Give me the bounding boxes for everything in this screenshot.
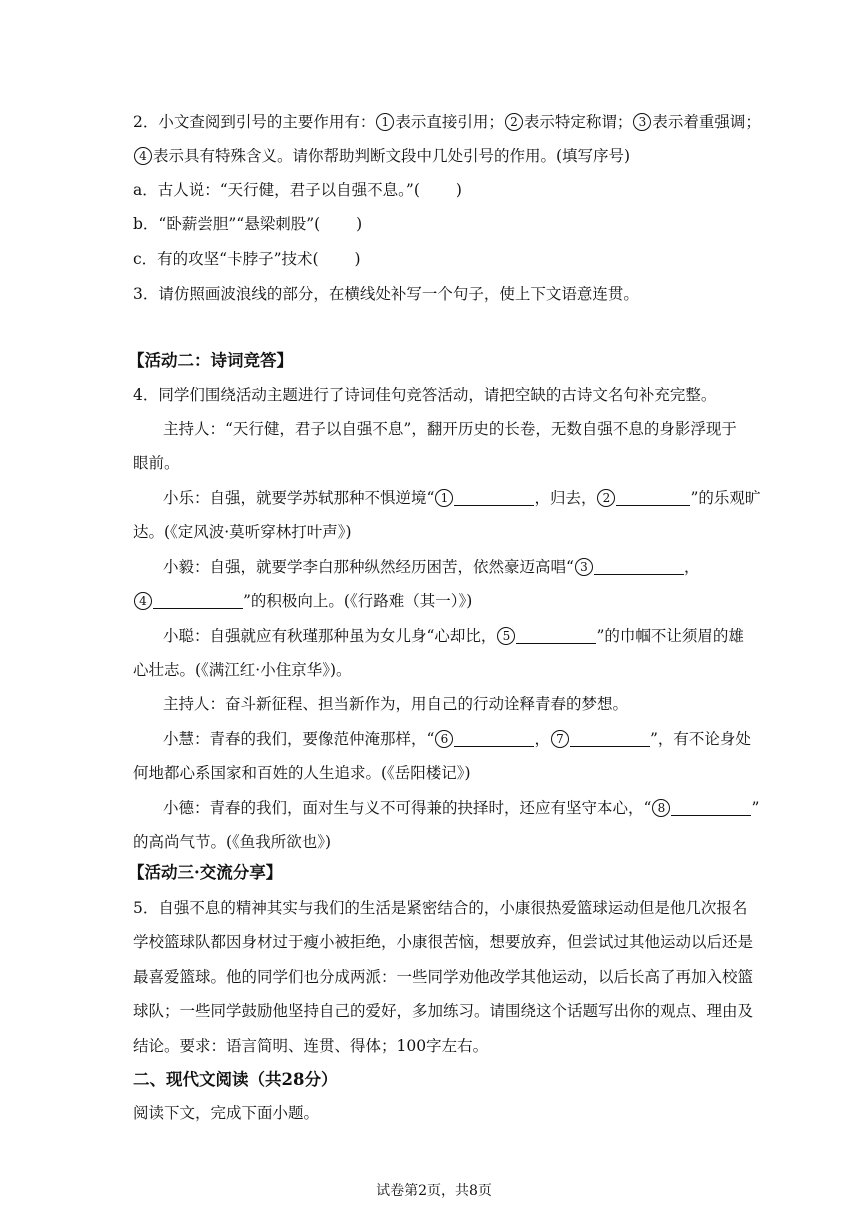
q5-line: 最喜爱篮球。他的同学们也分成两派：一些同学劝他改学其他运动，以后长高了再加入校篮: [133, 968, 754, 986]
q2-line1: 2．小文查阅到引号的主要作用有： 1 表示直接引用； 2 表示特定称谓； 3 表示着重强调；: [133, 113, 761, 131]
q2-option-c: c．有的攻坚“卡脖子”技术( ): [133, 250, 361, 268]
q5-line: 学校篮球队都因身材过于瘦小被拒绝，小康很苦恼，想要放弃，但尝试过其他运动以后还是: [133, 933, 754, 951]
answer-blank-3[interactable]: [594, 558, 684, 575]
xiaode-line-1: 小德：青春的我们，面对生与义不可得兼的抉择时，还应有坚守本心，“ 8 ”: [163, 799, 760, 817]
xiaocong-line-2: 心壮志。(《满江红·小住京华》)。: [133, 661, 352, 679]
answer-blank-1[interactable]: [454, 489, 534, 506]
answer-blank-6[interactable]: [454, 730, 534, 747]
q5-line: 5．自强不息的精神其实与我们的生活是紧密结合的，小康很热爱篮球运动但是他几次报名: [133, 899, 748, 917]
xiaohui-line-2: 何地都心系国家和百姓的人生追求。(《岳阳楼记》): [133, 764, 471, 782]
host-line-2: 主持人：奋斗新征程、担当新作为，用自己的行动诠释青春的梦想。: [163, 695, 629, 713]
host-line-1: 主持人：“天行健，君子以自强不息”，翻开历史的长卷，无数自强不息的身影浮现于: [163, 420, 737, 438]
circled-number: 3: [575, 558, 593, 576]
answer-blank-8[interactable]: [671, 799, 751, 816]
q4-text: 4．同学们围绕活动主题进行了诗词佳句竞答活动，请把空缺的古诗文名句补充完整。: [133, 386, 717, 404]
activity2-heading: 【活动二：诗词竞答】: [128, 351, 293, 370]
q2-option-b: b．“卧薪尝胆”“悬梁刺股”( ): [133, 215, 363, 233]
q2-line2: 4 表示具有特殊含义。请你帮助判断文段中几处引号的作用。(填写序号): [133, 145, 630, 167]
xiaoyi-line-1: 小毅：自强，就要学李白那种纵然经历困苦，依然豪迈高唱“ 3 ，: [163, 558, 700, 576]
xiaocong-line-1: 小聪：自强就应有秋瑾那种虽为女儿身“心却比， 5 ”的巾帼不让须眉的雄: [163, 627, 744, 645]
circled-number: 2: [597, 489, 615, 507]
answer-blank-2[interactable]: [616, 489, 690, 506]
q5-line: 结论。要求：语言简明、连贯、得体；100字左右。: [133, 1037, 489, 1055]
xiaole-line-2: 达。(《定风波·莫听穿林打叶声》): [133, 523, 352, 541]
xiaohui-line-1: 小慧：青春的我们，要像范仲淹那样，“ 6 ， 7 ”，有不论身处: [163, 730, 751, 748]
circled-number: 8: [652, 799, 670, 817]
q3-text: 3．请仿照画波浪线的部分，在横线处补写一个句子，使上下文语意连贯。: [133, 285, 639, 303]
circled-number: 1: [376, 113, 394, 131]
section2-heading: 二、现代文阅读（共28分）: [133, 1070, 338, 1089]
circled-number: 4: [134, 592, 152, 610]
q5-line: 球队；一些同学鼓励他坚持自己的爱好，多加练习。请围绕这个话题写出你的观点、理由及: [133, 1002, 754, 1020]
answer-blank-4[interactable]: [153, 592, 243, 609]
xiaole-line-1: 小乐：自强，就要学苏轼那种不惧逆境“ 1 ，归去， 2 ”的乐观旷: [163, 489, 761, 507]
circled-number: 7: [551, 730, 569, 748]
section2-instruction: 阅读下文，完成下面小题。: [133, 1104, 320, 1122]
activity3-heading: 【活动三·交流分享】: [128, 863, 283, 882]
circled-number: 4: [134, 147, 152, 165]
circled-number: 1: [435, 489, 453, 507]
circled-number: 5: [497, 627, 515, 645]
xiaode-line-2: 的高尚气节。(《鱼我所欲也》): [133, 833, 332, 851]
host-line-1b: 眼前。: [133, 454, 180, 472]
circled-number: 3: [633, 113, 651, 131]
circled-number: 6: [435, 730, 453, 748]
q2-option-a: a．古人说：“天行健，君子以自强不息。”( ): [133, 181, 462, 199]
circled-number: 2: [505, 113, 523, 131]
xiaoyi-line-2: 4 ”的积极向上。(《行路难（其一）》): [133, 590, 472, 612]
page-footer: 试卷第2页，共8页: [376, 1183, 492, 1199]
answer-blank-5[interactable]: [516, 627, 596, 644]
answer-blank-7[interactable]: [570, 730, 650, 747]
